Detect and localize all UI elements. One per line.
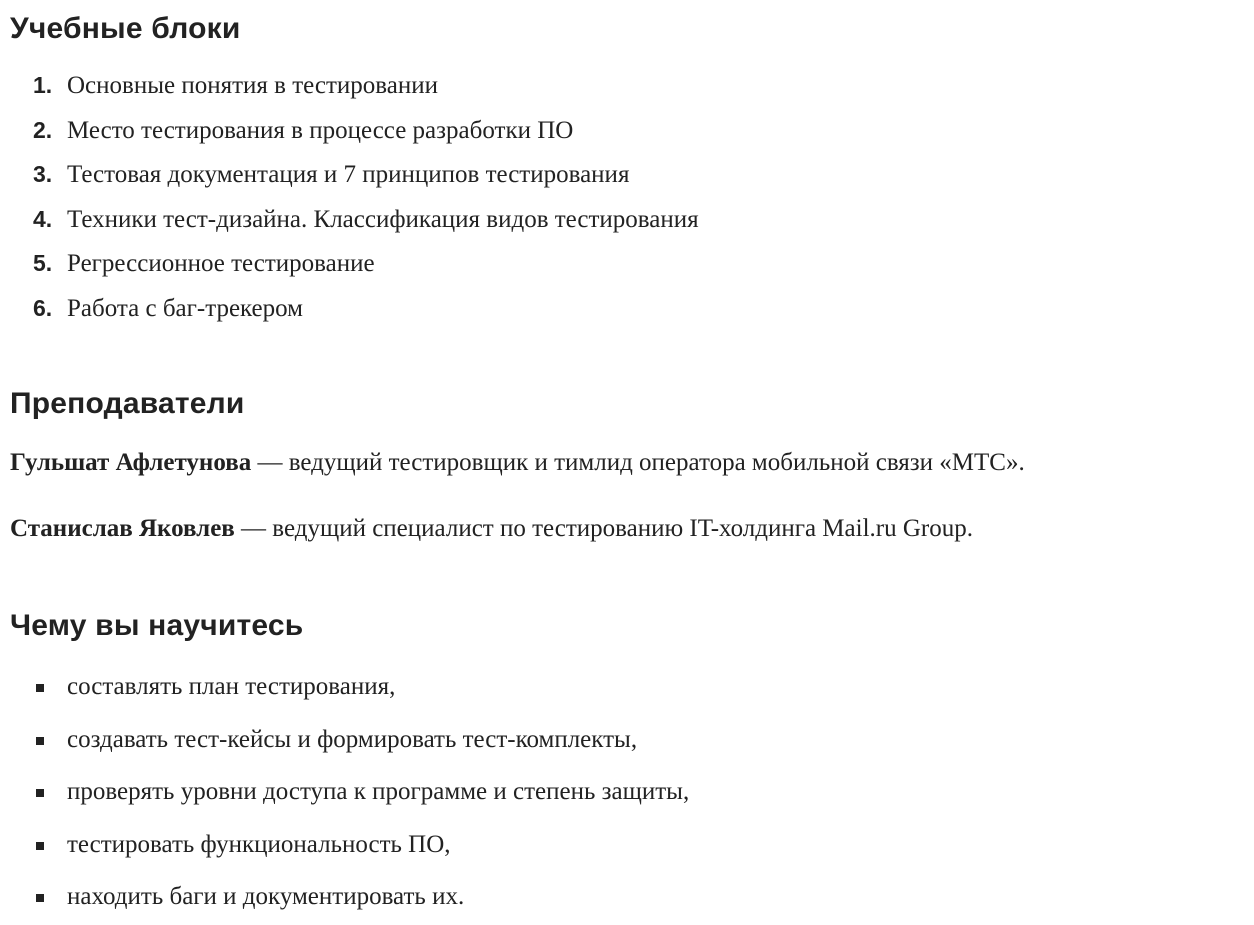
list-item — [10, 63, 699, 108]
section-title-learn: Чему вы научитесь — [10, 609, 304, 642]
list-item — [10, 152, 699, 197]
list-item-number: 2. — [33, 116, 53, 143]
list-item — [10, 197, 699, 242]
list-item-number: 1. — [33, 72, 53, 98]
list-item-text: проверять уровни доступа к программе и степень защиты, — [67, 778, 690, 805]
list-item-text: Регрессионное тестирование — [67, 250, 375, 278]
section-title-blocks: Учебные блоки — [10, 12, 241, 45]
list-item — [10, 286, 699, 331]
list-item-number: 6. — [33, 294, 53, 321]
list-item-text: Работа с баг-трекером — [67, 294, 303, 322]
teacher-name: Станислав Яковлев — [10, 515, 235, 542]
blocks-list — [10, 63, 699, 331]
list-item-text: Техники тест-дизайна. Классификация видов тестирования — [67, 205, 699, 233]
teacher-entry — [10, 446, 1025, 480]
square-bullet-icon — [36, 737, 44, 745]
square-bullet-icon — [36, 789, 44, 797]
list-item-text: Тестовая документация и 7 принципов тестирования — [67, 161, 630, 189]
square-bullet-icon — [36, 684, 44, 692]
list-item-text: Место тестирования в процессе разработки ПО — [67, 116, 574, 144]
list-item-text: тестировать функциональность ПО, — [67, 830, 451, 858]
list-item-number: 5. — [33, 250, 53, 277]
list-item-number: 3. — [33, 161, 53, 188]
list-item-text: Основные понятия в тестировании — [67, 72, 438, 99]
list-item-text: создавать тест-кейсы и формировать тест-комплекты, — [67, 725, 638, 753]
teacher-description: — ведущий специалист по тестированию IT-холдинга Mail.ru Group. — [234, 515, 973, 542]
list-item-number: 4. — [33, 205, 53, 232]
list-item — [10, 241, 699, 286]
list-item — [10, 820, 689, 873]
section-title-teachers: Преподаватели — [10, 387, 245, 420]
square-bullet-icon — [36, 842, 44, 850]
list-item — [10, 108, 699, 153]
skills-list — [10, 662, 689, 925]
list-item-text: составлять план тестирования, — [67, 673, 396, 700]
list-item-text: находить баги и документировать их. — [67, 883, 465, 910]
square-bullet-icon — [36, 894, 44, 902]
list-item — [10, 662, 689, 715]
teacher-name: Гульшат Афлетунова — [10, 449, 252, 476]
list-item — [10, 767, 689, 820]
list-item — [10, 872, 689, 925]
teacher-description: — ведущий тестировщик и тимлид оператора мобильной связи «МТС». — [251, 449, 1025, 476]
teacher-entry — [10, 512, 973, 546]
list-item — [10, 715, 689, 768]
